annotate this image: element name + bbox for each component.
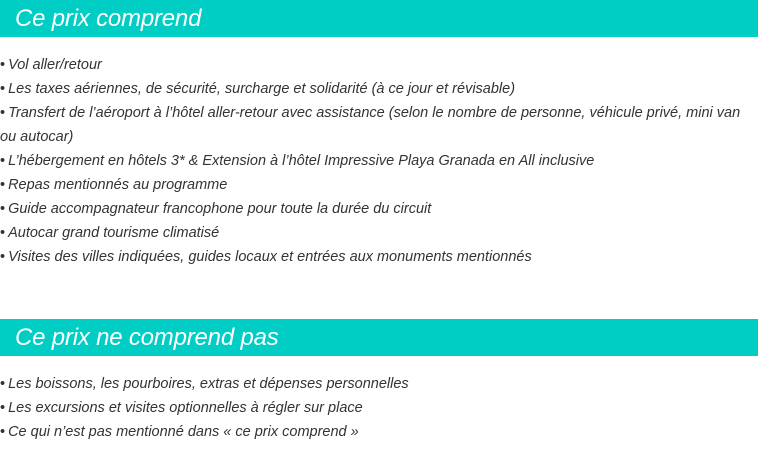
list-item [0, 197, 758, 221]
list-item [0, 372, 758, 396]
list-item [0, 245, 758, 269]
list-item-text: Repas mentionnés au programme [8, 177, 228, 193]
bullet-icon: • [0, 376, 6, 392]
list-item [0, 77, 758, 101]
excludes-title: Ce prix ne comprend pas [15, 324, 279, 351]
list-item-text: Autocar grand tourisme climatisé [8, 225, 220, 241]
bullet-icon: • [0, 201, 6, 217]
list-item-text: Les excursions et visites optionnelles à régler sur place [8, 400, 363, 416]
excludes-header [0, 319, 758, 356]
list-item-text: Transfert de l’aéroport à l’hôtel aller-retour avec assistance (selon le nombre de personne, véhicule privé, mini van ou autocar) [0, 105, 741, 145]
bullet-icon: • [0, 57, 6, 73]
list-item [0, 53, 758, 77]
excludes-list [0, 372, 758, 444]
list-item-text: Vol aller/retour [8, 57, 102, 73]
bullet-icon: • [0, 177, 6, 193]
list-item [0, 149, 758, 173]
list-item [0, 396, 758, 420]
list-item [0, 173, 758, 197]
bullet-icon: • [0, 105, 6, 121]
list-item-text: Guide accompagnateur francophone pour toute la durée du circuit [8, 201, 432, 217]
bullet-icon: • [0, 249, 6, 265]
list-item [0, 101, 758, 149]
includes-title: Ce prix comprend [15, 5, 202, 32]
list-item-text: Ce qui n’est pas mentionné dans « ce prix comprend » [8, 424, 359, 440]
list-item-text: Visites des villes indiquées, guides locaux et entrées aux monuments mentionnés [8, 249, 532, 265]
list-item-text: Les boissons, les pourboires, extras et dépenses personnelles [8, 376, 409, 392]
list-item [0, 420, 758, 444]
bullet-icon: • [0, 400, 6, 416]
bullet-icon: • [0, 81, 6, 97]
list-item-text: Les taxes aériennes, de sécurité, surcharge et solidarité (à ce jour et révisable) [8, 81, 516, 97]
bullet-icon: • [0, 225, 6, 241]
includes-header [0, 0, 758, 37]
includes-list [0, 53, 758, 269]
bullet-icon: • [0, 424, 6, 440]
list-item [0, 221, 758, 245]
list-item-text: L’hébergement en hôtels 3* & Extension à l’hôtel Impressive Playa Granada en All inclusive [8, 153, 595, 169]
bullet-icon: • [0, 153, 6, 169]
